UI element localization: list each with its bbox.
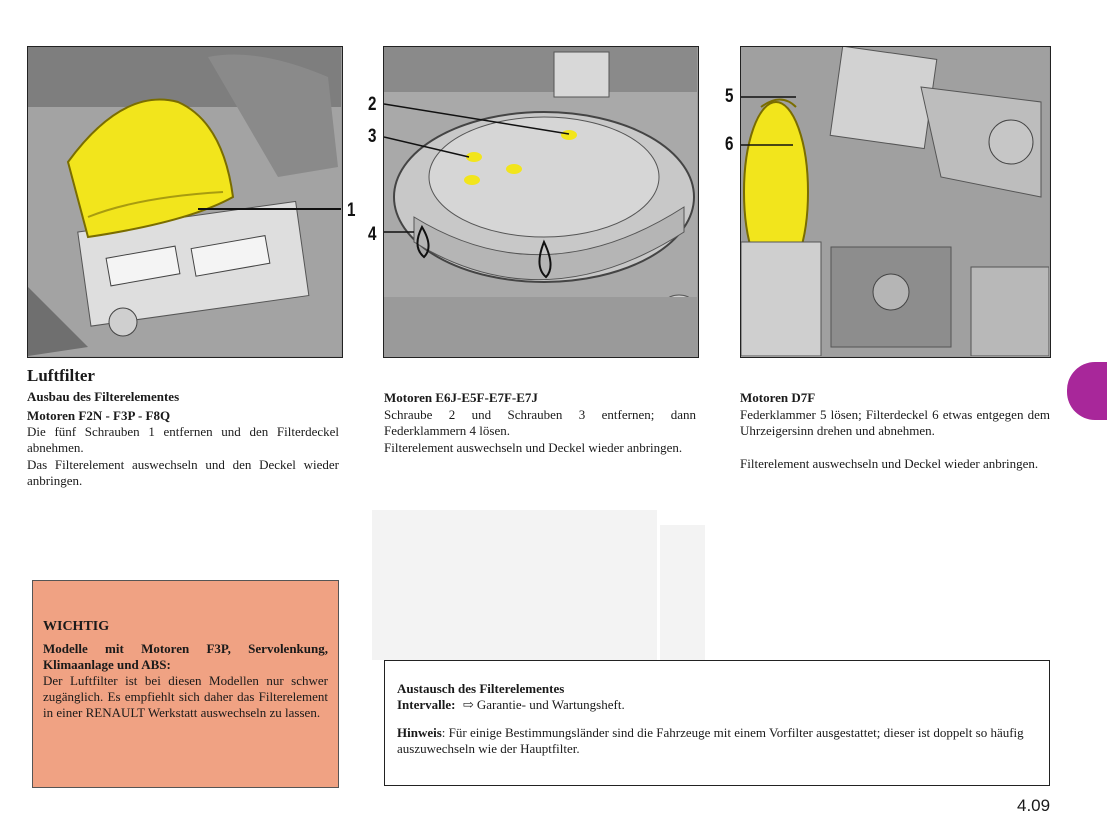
instruction-left-1: Die fünf Schrauben 1 entfernen und den Filterdeckel abnehmen. (27, 424, 339, 455)
info-heading: Austausch des Filterelementes (397, 681, 565, 696)
callout-3: 3 (368, 126, 377, 147)
instruction-right-1: Federklammer 5 lösen; Filterdeckel 6 etwas entgegen dem Uhrzeigersinn drehen und abnehmen. (740, 407, 1050, 438)
hint-label: Hinweis (397, 725, 442, 740)
warning-box (32, 580, 339, 788)
instruction-right-2: Filterelement auswechseln und Deckel wieder anbringen. (740, 456, 1039, 471)
hint-line (397, 725, 1037, 757)
info-box (384, 660, 1050, 786)
motors-heading-left: Motoren F2N - F3P - F8Q (27, 408, 171, 423)
instruction-left-2: Das Filterelement auswechseln und den Deckel wieder anbringen. (27, 457, 339, 488)
callout-2: 2 (368, 94, 377, 115)
engine-photo-right (740, 46, 1051, 358)
interval-line (397, 697, 1037, 713)
engine-photo-left (27, 46, 343, 358)
hint-text: : Für einige Bestimmungsländer sind die Fahrzeuge mit einem Vorfilter ausgestattet; dieser ist doppelt so häufig auszuwechseln wie der Hauptfilter. (397, 725, 1024, 756)
section-title: Luftfilter (27, 366, 95, 385)
motors-heading-middle: Motoren E6J-E5F-E7F-E7J (384, 390, 538, 405)
warning-body: Der Luftfilter ist bei diesen Modellen nur schwer zugänglich. Es empfiehlt sich daher das Filterelement in einer RENAULT Werkstatt auswechseln zu lassen. (43, 673, 328, 720)
callout-6: 6 (725, 134, 734, 155)
warning-subtitle: Modelle mit Motoren F3P, Servolenkung, Klimaanlage und ABS: (43, 641, 328, 672)
instruction-middle-1: Schraube 2 und Schrauben 3 entfernen; dann Federklammern 4 lösen. (384, 407, 696, 438)
show-through-shadow (372, 510, 657, 660)
page-number: 4.09 (1017, 796, 1051, 815)
section-tab (1067, 362, 1107, 420)
interval-text: Garantie- und Wartungsheft. (476, 697, 625, 712)
section-subtitle: Ausbau des Filterelementes (27, 389, 180, 404)
callout-5: 5 (725, 86, 734, 107)
instruction-middle-2: Filterelement auswechseln und Deckel wieder anbringen. (384, 440, 683, 455)
show-through-shadow (660, 525, 705, 660)
arrow-icon: ⇨ (462, 697, 474, 712)
callout-1: 1 (347, 200, 356, 221)
motors-heading-right: Motoren D7F (740, 390, 816, 405)
callout-4: 4 (368, 224, 377, 245)
interval-label: Intervalle: (397, 697, 456, 712)
warning-title: WICHTIG (43, 619, 110, 634)
engine-photo-middle (383, 46, 699, 358)
